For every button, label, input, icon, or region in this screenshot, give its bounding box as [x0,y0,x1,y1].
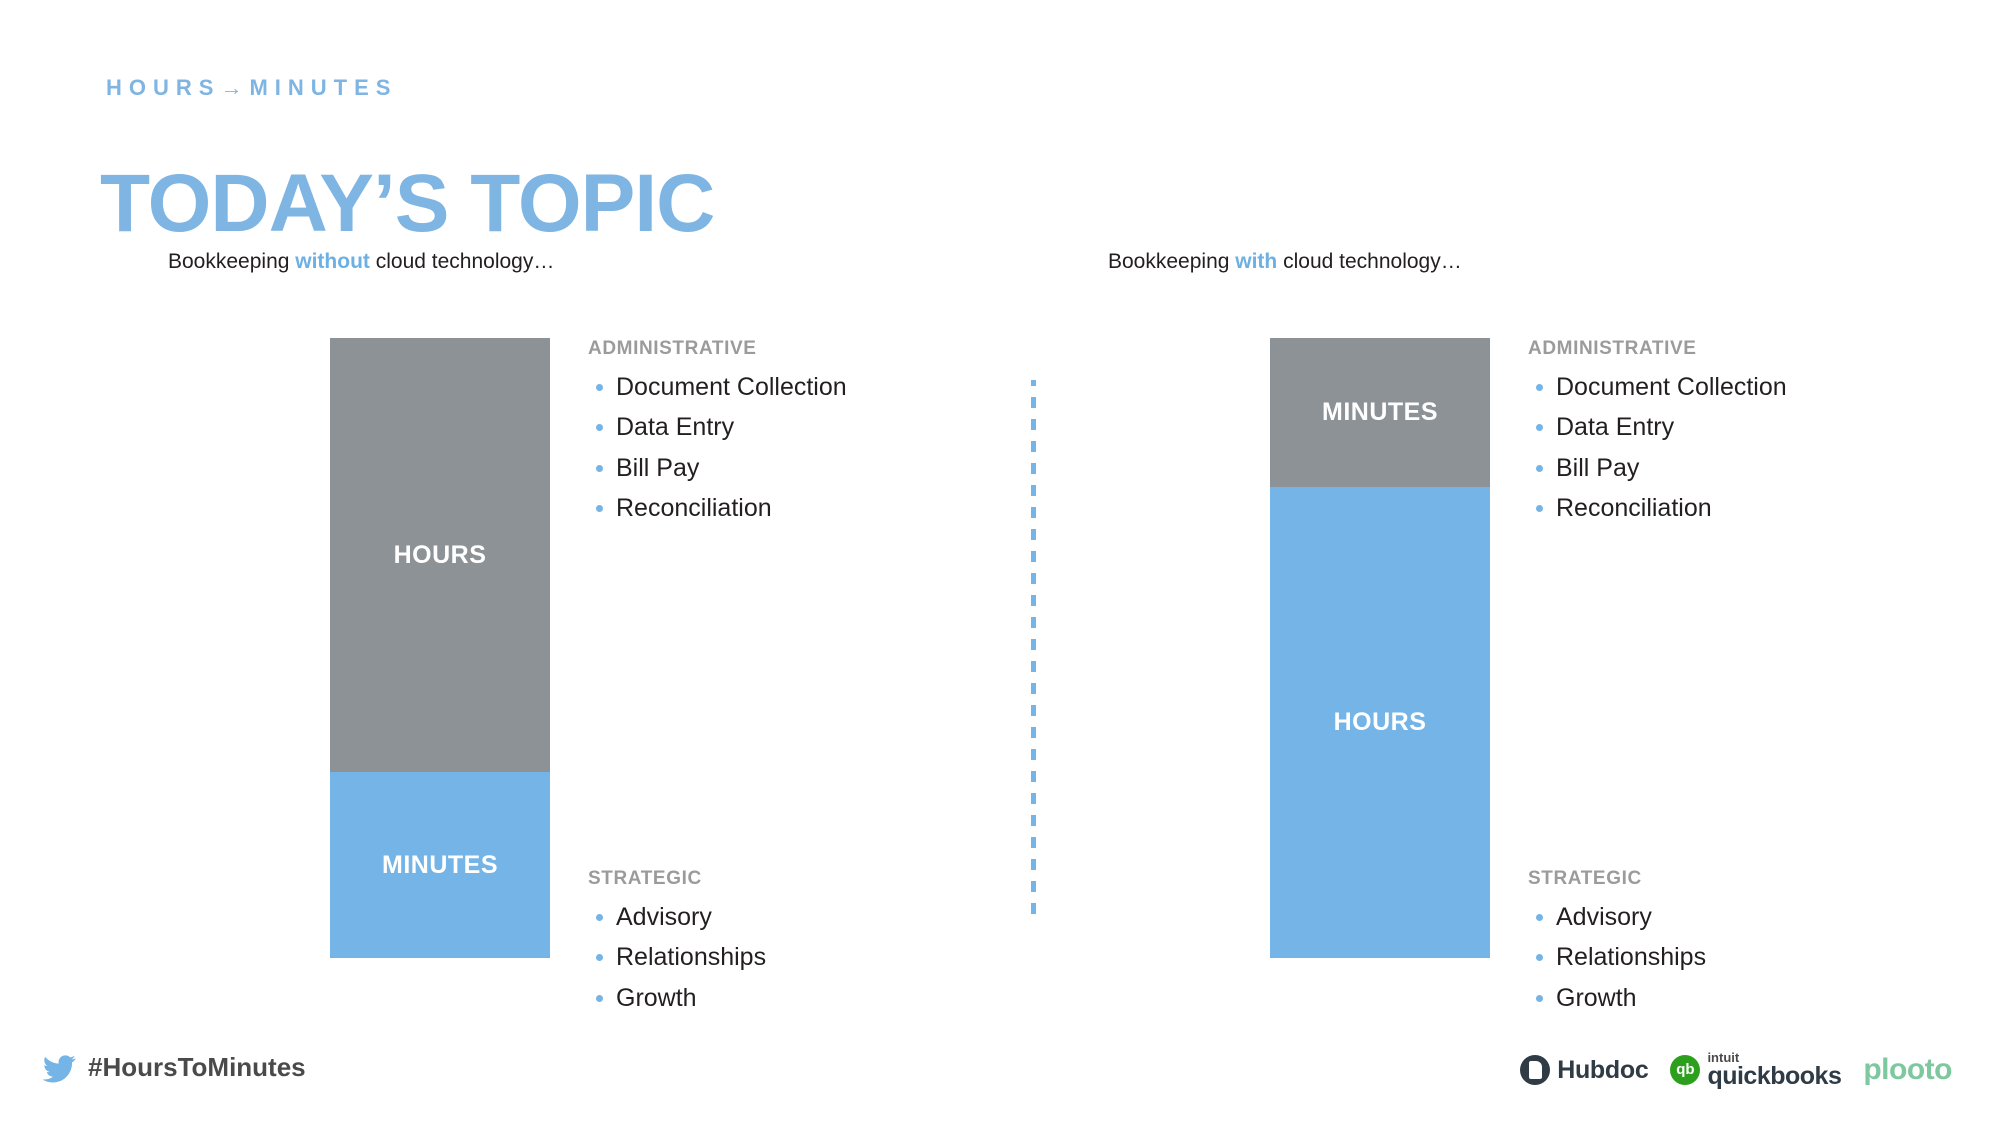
logo-plooto [1863,1053,1952,1087]
intuit-label: intuit [1707,1050,1740,1065]
twitter-icon [38,1051,80,1087]
list-item: Bill Pay [1528,451,1968,485]
page-title: TODAY’S TOPIC [100,157,715,249]
panel-caption [1108,250,1462,274]
list-administrative [588,370,1028,525]
sponsor-logos [1520,1051,1952,1089]
plooto-label: plooto [1863,1053,1952,1086]
list-administrative [1528,370,1968,525]
list-strategic [588,900,1028,1015]
group-heading-strategic: STRATEGIC [588,868,702,889]
list-item: Relationships [588,940,1028,974]
bar-segment-label: HOURS [1333,707,1427,736]
bar-segment-minutes [1270,338,1490,487]
caption-highlight: without [295,250,370,273]
strategic-block [588,868,1028,1021]
footer-hashtag: #HoursToMinutes [88,1052,306,1082]
group-heading-strategic: STRATEGIC [1528,868,1642,889]
caption-prefix: Bookkeeping [1108,250,1236,273]
bar-segment-minutes [330,772,550,958]
bar-segment-hours [330,338,550,772]
logo-hubdoc [1520,1055,1648,1085]
panel-caption [168,250,554,274]
quickbooks-wordmark [1707,1051,1841,1089]
bar-segment-label: MINUTES [1322,397,1438,426]
bar-segment-hours [1270,487,1490,958]
strategic-block [1528,868,1968,1021]
caption-suffix: cloud technology… [369,250,555,273]
list-item: Data Entry [588,410,1028,444]
caption-prefix: Bookkeeping [168,250,296,273]
list-item: Bill Pay [588,451,1028,485]
list-item: Advisory [1528,900,1968,934]
group-heading-administrative: ADMINISTRATIVE [1528,338,1697,359]
list-item: Data Entry [1528,410,1968,444]
list-item: Growth [588,981,1028,1015]
panel-lists [1528,338,1968,1012]
list-item: Document Collection [1528,370,1968,404]
list-item: Advisory [588,900,1028,934]
logo-quickbooks [1670,1051,1841,1089]
hubdoc-label: Hubdoc [1557,1055,1649,1084]
caption-highlight: with [1235,250,1278,273]
eyebrow-label: HOURS→MINUTES [106,75,398,100]
list-item: Growth [1528,981,1968,1015]
panel-lists [588,338,1028,1012]
vertical-dotted-divider [1031,380,1036,920]
list-strategic [1528,900,1968,1015]
list-item: Relationships [1528,940,1968,974]
list-item: Document Collection [588,370,1028,404]
quickbooks-label: quickbooks [1707,1062,1842,1090]
group-heading-administrative: ADMINISTRATIVE [588,338,757,359]
list-item: Reconciliation [1528,491,1968,525]
bar-segment-label: HOURS [393,540,487,569]
stacked-bar [330,338,550,958]
quickbooks-icon [1670,1055,1700,1085]
bar-segment-label: MINUTES [382,850,498,879]
hubdoc-icon [1520,1055,1550,1085]
list-item: Reconciliation [588,491,1028,525]
caption-suffix: cloud technology… [1277,250,1462,273]
stacked-bar [1270,338,1490,958]
